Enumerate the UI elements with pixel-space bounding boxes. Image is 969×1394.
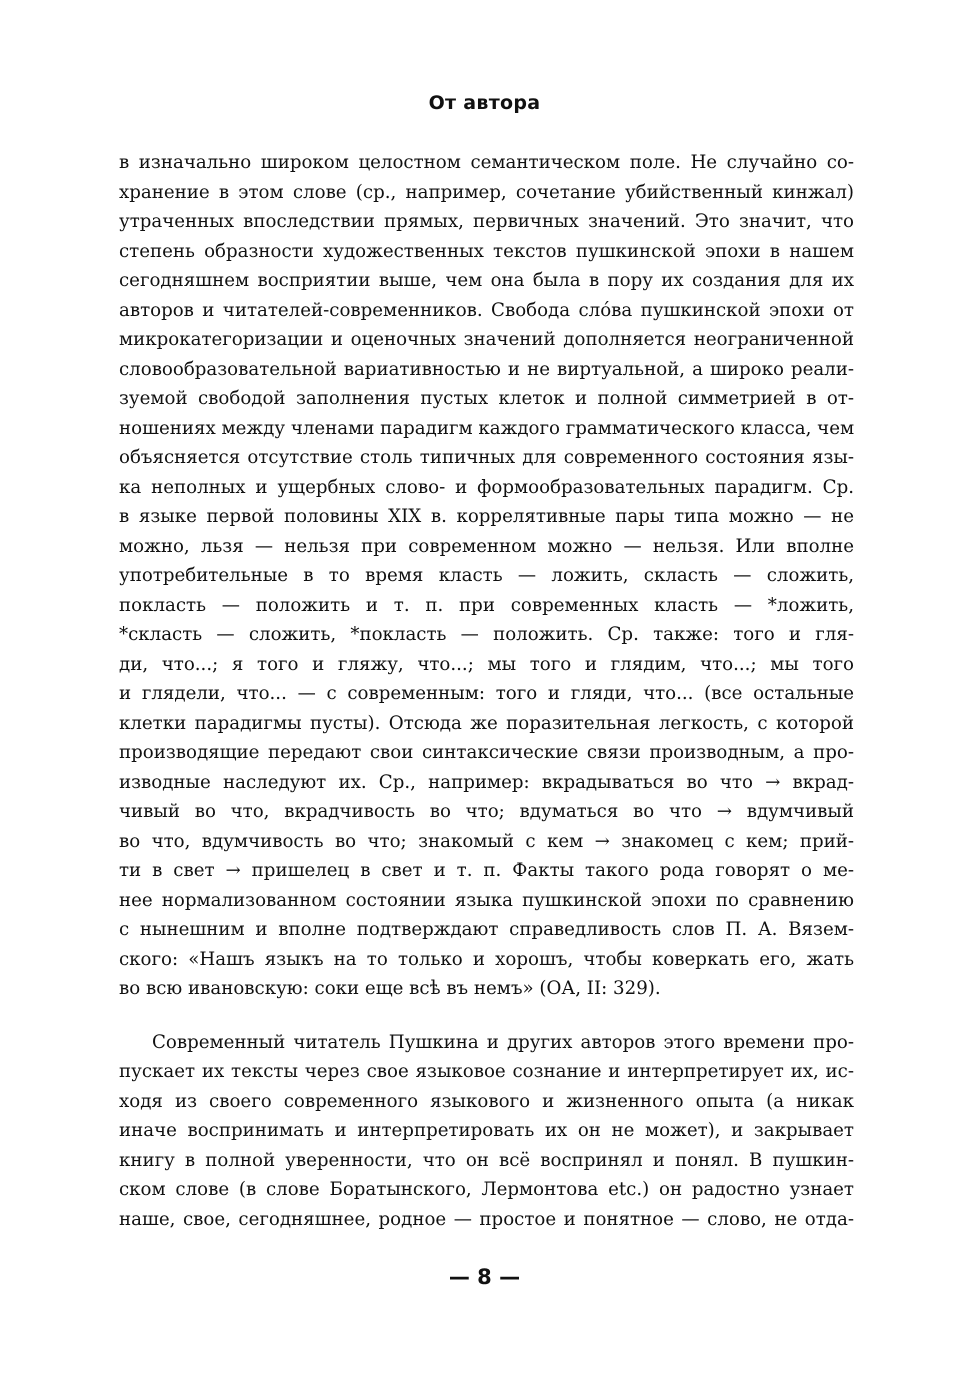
- running-header: От автора: [428, 92, 541, 114]
- text-line: чивый во что, вкрадчивость во что; вдуматься во что → вдумчивый: [119, 801, 854, 822]
- text-line: можно, льзя — нельзя при современном можно — нельзя. Или вполне: [119, 535, 854, 557]
- text-line: утраченных впоследствии прямых, первичных значений. Это значит, что: [119, 211, 854, 232]
- paragraph-2: [119, 1028, 854, 1235]
- text-line: словообразовательной вариативностью и не виртуальной, а широко реали-: [119, 358, 854, 380]
- text-line: *скласть — сложить, *покласть — положить. Ср. также: того и гля-: [119, 624, 854, 645]
- text-line: микрокатегоризации и оценочных значений дополняется неограниченной: [119, 329, 854, 350]
- text-line: с нынешним и вполне подтверждают справедливость слов П. А. Вязем-: [119, 919, 854, 940]
- text-line: ношениях между членами парадигм каждого грамматического класса, чем: [119, 417, 855, 439]
- text-line: употребительные в то время класть — ложить, скласть — сложить,: [119, 565, 854, 586]
- text-line: нее нормализованном состоянии языка пушкинской эпохи по сравнению: [119, 889, 854, 911]
- text-line: изводные наследуют их. Ср., например: вкрадываться во что → вкрад-: [119, 771, 854, 793]
- text-line: хранение в этом слове (ср., например, сочетание убийственный кинжал): [119, 181, 854, 203]
- text-line: производящие передают свои синтаксические связи производным, а про-: [119, 742, 854, 763]
- text-line: ском слове (в слове Боратынского, Лермонтова etc.) он радостно узнает: [119, 1179, 854, 1200]
- text-line: зуемой свободой заполнения пустых клеток и полной симметрией в от-: [119, 388, 854, 409]
- text-line: иначе воспринимать и интерпретировать их он не может), и закрывает: [119, 1120, 854, 1141]
- text-line: Современный читатель Пушкина и других авторов этого времени про-: [152, 1031, 854, 1053]
- body-text: [119, 148, 854, 1234]
- text-line: в языке первой половины XIX в. коррелятивные пары типа можно — не: [119, 506, 854, 527]
- text-line: в изначально широком целостном семантическом поле. Не случайно со-: [119, 152, 854, 173]
- text-line: авторов и читателей-современников. Свобода сло́ва пушкинской эпохи от: [119, 299, 854, 321]
- text-line: ходя из своего современного языкового и жизненного опыта (а никак: [119, 1090, 854, 1112]
- text-line: ти в свет → пришелец в свет и т. п. Факты такого рода говорят о ме-: [119, 860, 854, 881]
- text-line: во всю ивановскую: соки еще всѣ въ немъ» (ОА, II: 329).: [119, 978, 661, 999]
- text-line: ди, что...; я того и гляжу, что...; мы того и глядим, что...; мы того: [119, 653, 854, 675]
- page-number: — 8 —: [448, 1265, 521, 1289]
- text-line: ского: «Нашъ языкъ на то только и хорошъ, чтобы коверкать его, жать: [119, 948, 854, 970]
- text-line: сегодняшнем восприятии выше, чем она была в пору их создания для их: [119, 270, 854, 291]
- paragraph-gap: [119, 1004, 854, 1028]
- text-line: клетки парадигмы пусты). Отсюда же поразительная легкость, с которой: [119, 712, 854, 734]
- text-line: покласть — положить и т. п. при современных класть — *ложить,: [119, 594, 854, 616]
- text-line: ка неполных и ущербных слово- и формообразовательных парадигм. Ср.: [119, 476, 854, 498]
- text-line: книгу в полной уверенности, что он всё воспринял и понял. В пушкин-: [119, 1149, 854, 1171]
- text-line: пускает их тексты через свое языковое сознание и интерпретирует их, ис-: [119, 1061, 854, 1082]
- text-line: степень образности художественных текстов пушкинской эпохи в нашем: [119, 240, 854, 262]
- text-line: во что, вдумчивость во что; знакомый с кем → знакомец с кем; прий-: [119, 830, 854, 852]
- paragraph-1: [119, 148, 854, 1004]
- text-line: и глядели, что... — с современным: того и гляди, что... (все остальные: [119, 683, 854, 704]
- text-line: объясняется отсутствие столь типичных для современного состояния язы-: [119, 447, 854, 468]
- text-line: наше, свое, сегодняшнее, родное — простое и понятное — слово, не отда-: [119, 1208, 854, 1230]
